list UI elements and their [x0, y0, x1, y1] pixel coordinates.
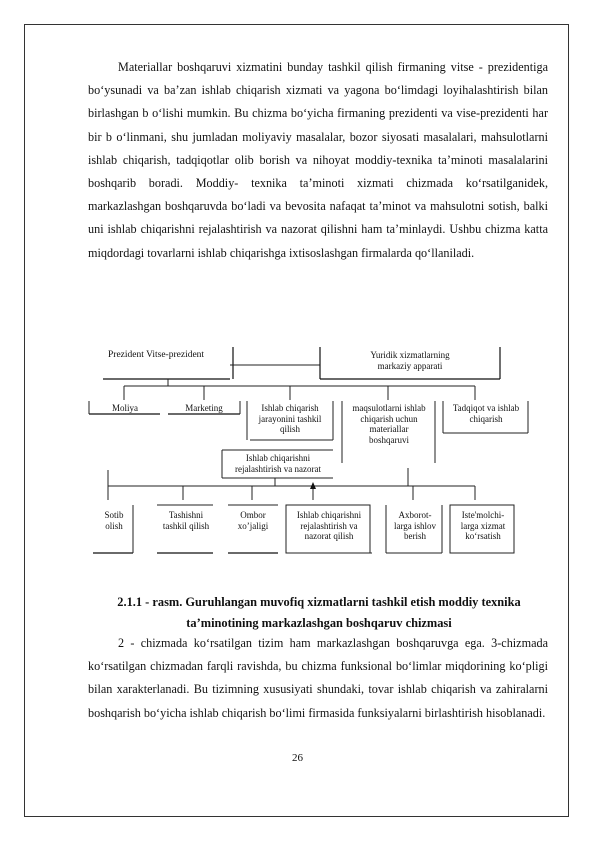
research-line2: chiqarish [469, 413, 503, 424]
istemolchi-line2: larga xizmat [460, 520, 506, 531]
sotib-olish-box [95, 510, 133, 531]
paragraph-1-text: Materiallar boshqaruvi xizmatini bunday tashkil qilish firmaning vitse - prezidentiga bo‘ysunadi va ba’zan ishlab chiqarish xizmati va yagona bo‘limdagi loyihalashtirish bilan birlashgan b o‘lishi mumkin. Bu chizma bo‘yicha firmaning prezidenti va vise-prezidenti har bir b o‘linmani, shu jumladan moliyaviy masalalar, bozor siyosati masalalari, mahsulotlarni ishlab chiqarish, tadqiqotlar olib borish va nihoyat moddiy-texnika ta’minoti masalalarini boshqarib boradi. Moddiy- texnika ta’minoti xizmati chizmada ko‘rsatilganidek, markazlashgan boshqaruvda bo‘ladi va bevosita nafaqat ta’minot va mahsulotni sotish, balki uni ishlab chiqarishni rejalashtirish va nazorat qilishni ham ta’minlaydi. Ushbu chizma katta miqdordagi tovarlarni ishlab chiqarishga ixtisoslashgan firmalarda qo‘llaniladi. [88, 60, 548, 260]
legal-service-line2: markaziy apparati [377, 360, 443, 371]
plan-ctrl2-line3: nazorat qilish [304, 531, 354, 541]
production-org-line3: qilish [279, 424, 300, 434]
page-number: 26 [292, 752, 303, 764]
legal-service-box [330, 350, 490, 371]
moliya-label: Moliya [112, 403, 138, 413]
materials-mgmt-line1: maqsulotlarni ishlab [352, 403, 426, 413]
istemolchi-line3: ko‘rsatish [465, 531, 501, 541]
ombor-line1: Ombor [240, 510, 266, 520]
materials-mgmt-line2: chiqarish uchun [360, 413, 418, 424]
axborot-box [387, 510, 443, 542]
sotib-olish-line1: Sotib [104, 510, 124, 520]
axborot-line3: berish [404, 531, 426, 541]
paragraph-2-text: 2 - chizmada ko‘rsatilgan tizim ham markazlashgan boshqaruvga ega. 3-chizmada ko‘rsatilgan chizmadan farqli ravishda, bu chizma funksional bo‘limlar miqdorining ko‘pligi bilan xarakterlanadi. Bu tizimning xususiyati shundaki, tovar ishlab chiqarish va zahiralarni boshqarish bo‘yicha ishlab chiqarish bo‘limi firmasida funksiyalarni birlashtirish hisoblanadi. [88, 636, 548, 720]
planning-control-box [222, 453, 334, 474]
sotib-olish-line2: olish [105, 520, 123, 531]
tashishni-line1: Tashishni [168, 510, 204, 520]
production-org-box [248, 403, 332, 435]
research-box [444, 403, 528, 424]
legal-service-line1: Yuridik xizmatlarning [370, 350, 450, 360]
president-box [108, 350, 228, 361]
ombor-line2: xo’jaligi [237, 520, 269, 531]
plan-ctrl2-line1: Ishlab chiqarishni [296, 510, 362, 520]
caption-line-1: 2.1.1 - rasm. Guruhlangan muvofiq xizmatlarni tashkil etish moddiy texnika [117, 595, 521, 609]
plan-ctrl2-line2: rejalashtirish va [300, 520, 358, 531]
tashishni-line2: tashkil qilish [162, 520, 210, 531]
caption-line-2: ta’minotining markazlashgan boshqaruv chizmasi [186, 616, 452, 630]
plan-ctrl2-box [287, 510, 371, 542]
research-line1: Tadqiqot va ishlab [452, 403, 520, 413]
tashishni-box [157, 510, 215, 531]
istemolchi-line1: Iste'molchi- [461, 510, 505, 520]
planning-control-line2: rejalashtirish va nazorat [235, 463, 321, 474]
ombor-box [228, 510, 278, 531]
istemolchi-box [451, 510, 515, 542]
body-paragraph-2 [88, 632, 548, 725]
axborot-line2: larga ishlov [393, 520, 437, 531]
materials-mgmt-line3: materiallar [369, 424, 409, 434]
production-org-line1: Ishlab chiqarish [261, 403, 319, 413]
marketing-label: Marketing [185, 403, 223, 413]
materials-mgmt-box [343, 403, 435, 445]
moliya-box [90, 403, 160, 414]
body-paragraph-1 [88, 56, 548, 265]
production-org-line2: jarayonini tashkil [258, 413, 322, 424]
figure-caption [84, 592, 554, 634]
marketing-box [170, 403, 238, 414]
axborot-line1: Axborot- [398, 510, 432, 520]
president-label: Prezident Vitse-prezident [108, 350, 205, 360]
planning-control-line1: Ishlab chiqarishni [245, 453, 311, 463]
materials-mgmt-line4: boshqaruvi [369, 434, 409, 445]
